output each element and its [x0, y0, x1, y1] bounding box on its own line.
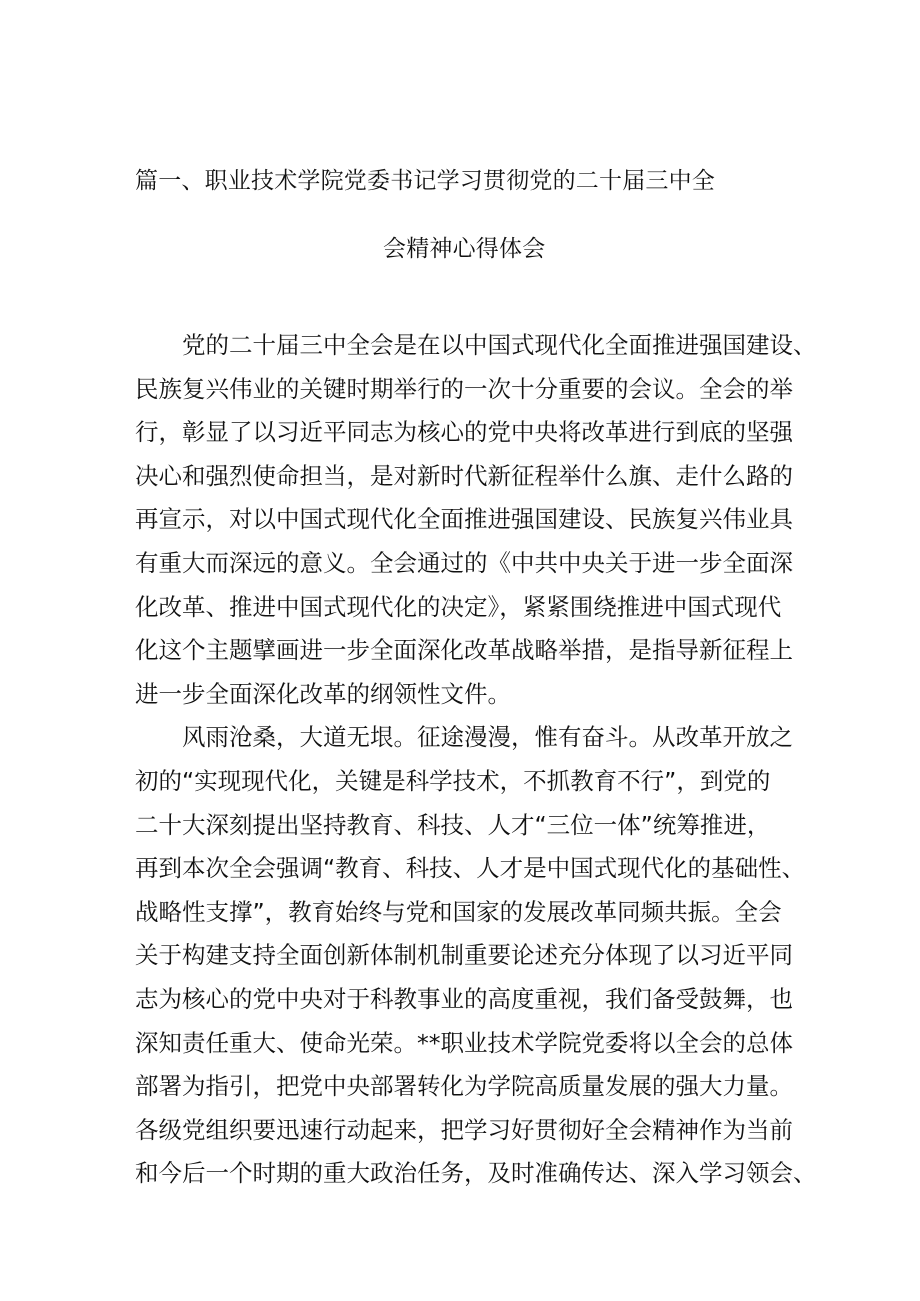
body-line: 深知责任重大、使命光荣。**职业技术学院党委将以全会的总体 [135, 1028, 793, 1057]
body-line: 决心和强烈使命担当，是对新时代新征程举什么旗、走什么路的 [135, 461, 793, 490]
body-line: 战略性支撑”，教育始终与党和国家的发展改革同频共振。全会 [135, 897, 782, 926]
body-line: 和今后一个时期的重大政治任务，及时准确传达、深入学习领会、 [135, 1159, 817, 1188]
body-line: 再宣示，对以中国式现代化全面推进强国建设、民族复兴伟业具 [135, 505, 793, 534]
body-line: 风雨沧桑，大道无垠。征途漫漫，惟有奋斗。从改革开放之 [182, 723, 793, 752]
document-title-line-1: 篇一、职业技术学院党委书记学习贯彻党的二十届三中全 [135, 168, 715, 194]
document-title-line-2: 会精神心得体会 [383, 236, 546, 262]
body-line: 化这个主题擘画进一步全面深化改革战略举措，是指导新征程上 [135, 636, 793, 665]
body-line: 初的“实现现代化，关键是科学技术，不抓教育不行”，到党的 [135, 766, 771, 795]
body-line: 部署为指引，把党中央部署转化为学院高质量发展的强大力量。 [135, 1072, 793, 1101]
document-body [135, 324, 817, 1196]
body-line: 党的二十届三中全会是在以中国式现代化全面推进强国建设、 [182, 331, 817, 359]
body-line: 化改革、推进中国式现代化的决定》，紧紧围绕推进中国式现代 [135, 592, 782, 621]
body-line: 进一步全面深化改革的纲领性文件。 [135, 679, 511, 708]
body-line: 各级党组织要迅速行动起来，把学习好贯彻好全会精神作为当前 [135, 1115, 793, 1144]
body-line: 关于构建支持全面创新体制机制重要论述充分体现了以习近平同 [135, 941, 793, 970]
body-line: 再到本次全会强调“教育、科技、人才是中国式现代化的基础性、 [135, 854, 806, 883]
body-line: 有重大而深远的意义。全会通过的《中共中央关于进一步全面深 [135, 548, 793, 577]
body-line: 志为核心的党中央对于科教事业的高度重视，我们备受鼓舞，也 [135, 984, 793, 1013]
body-line: 二十大深刻提出坚持教育、科技、人才“三位一体”统筹推进， [135, 810, 771, 839]
body-line: 行，彰显了以习近平同志为核心的党中央将改革进行到底的坚强 [135, 418, 793, 447]
body-line: 民族复兴伟业的关键时期举行的一次十分重要的会议。全会的举 [135, 374, 793, 403]
